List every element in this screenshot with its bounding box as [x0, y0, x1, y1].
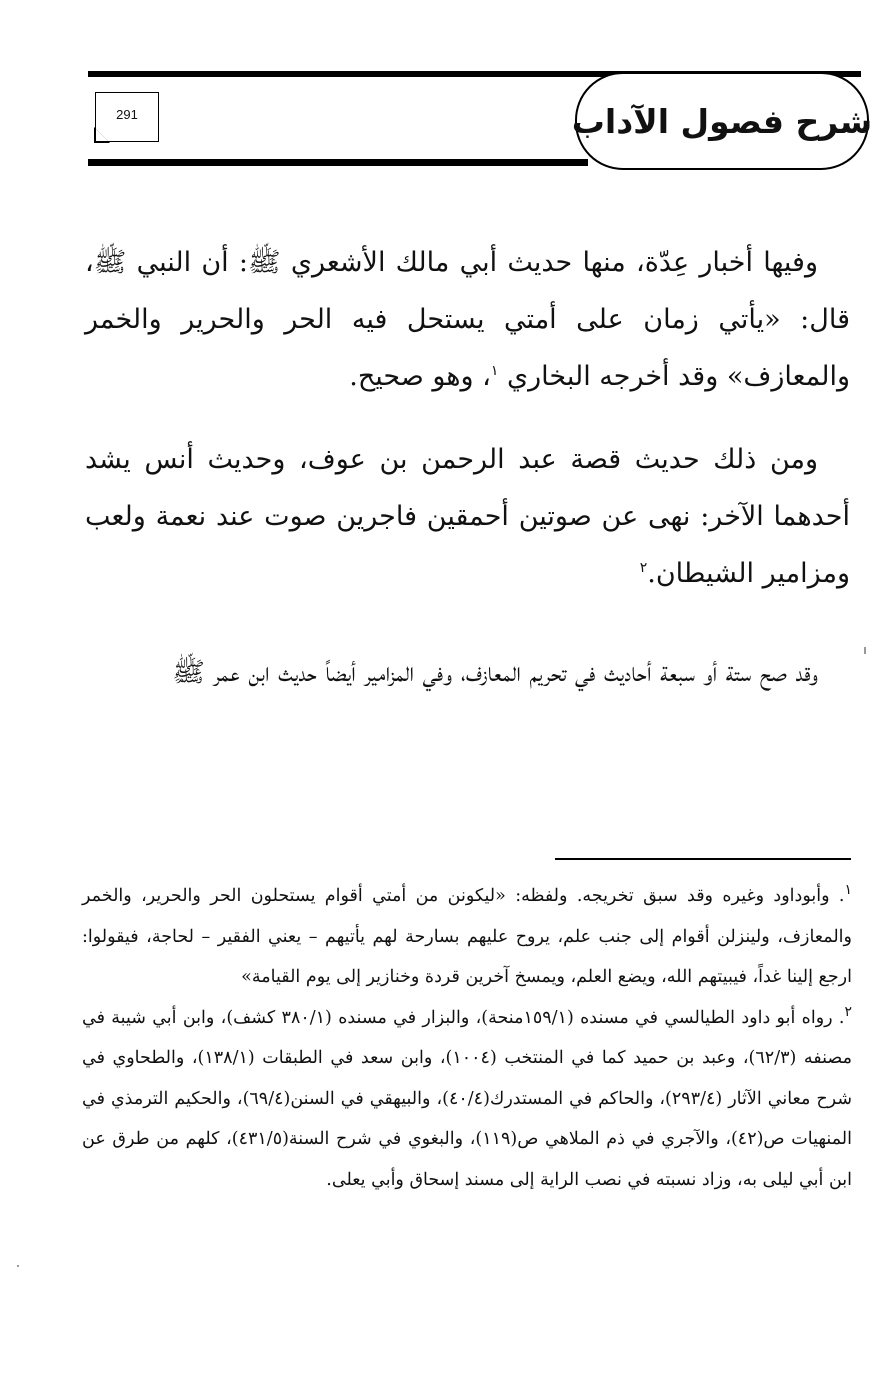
page-number-box — [95, 92, 159, 142]
paragraph-1-end: ، وهو صحيح. — [349, 361, 491, 392]
footnote-2-text: . رواه أبو داود الطيالسي في مسنده (١٥٩/١منحة)، والبزار في مسنده (٣٨٠/١ كشف)، وابن أبي شيبة في مصنفه (٦٢/٣)، وعبد بن حميد كما في المنتخب (١٠٠٤)، وابن سعد في الطبقات (١٣٨/١)، والطحاوي في شرح معاني الآثار (٢٩٣/٤)، والحاكم في المستدرك(٤٠/٤)، والبيهقي في السنن(٦٩/٤)، والحكيم الترمذي في المنهيات ص(٤٢)، والآجري في ذم الملاهي ص(١١٩)، والبغوي في شرح السنة(٤٣١/٥)، كلهم من طرق عن ابن أبي ليلى به، وزاد نسبته في نصب الراية إلى مسند إسحاق وأبي يعلى. — [82, 1007, 853, 1190]
header-rule-bottom — [88, 159, 588, 166]
book-title: شرح فصول الآداب — [571, 101, 873, 141]
footnote-ref-1: ١ — [490, 363, 499, 379]
footnote-ref-2: ٢ — [639, 560, 648, 576]
margin-speck — [17, 1265, 19, 1267]
footnotes — [82, 876, 852, 1200]
paragraph-3-text: وقد صح ستة أو سبعة أحاديث في تحريم المعازف، وفي المزامير أيضاً حديث ابن عمر ﷺ — [172, 657, 818, 688]
footnote-separator — [555, 858, 851, 860]
footnote-1 — [82, 876, 852, 998]
paragraph-1-text: وفيها أخبار عِدّة، منها حديث أبي مالك الأشعري ﷺ: أن النبي ﷺ، قال: «يأتي زمان على أمتي يستحل فيه الحر والحرير والخمر والمعازف» وقد أخرجه البخاري — [85, 247, 850, 392]
book-title-box — [571, 72, 873, 170]
paragraph-3 — [85, 644, 850, 701]
page-curl-inner — [96, 129, 108, 141]
footnote-1-mark: ١ — [844, 882, 852, 899]
paragraph-1 — [85, 234, 850, 405]
footnote-1-text: . وأبوداود وغيره وقد سبق تخريجه. ولفظه: «ليكونن من أمتي أقوام يستحلون الحر والحرير، والخمر والمعازف، ولينزلن أقوام إلى جنب علم، يروح عليهم بسارحة لهم يأتيهم – يعني الفقير – لحاجة، فيقولوا: ارجع إلينا غداً، فيبيتهم الله، ويضع العلم، ويمسخ آخرين قردة وخنازير إلى يوم القيامة» — [82, 886, 852, 987]
page-number: 291 — [116, 107, 138, 122]
footnote-2-mark: ٢ — [844, 1003, 853, 1020]
paragraph-2 — [85, 431, 850, 602]
margin-mark — [864, 647, 866, 654]
footnote-2 — [82, 998, 852, 1201]
paragraph-2-text: ومن ذلك حديث قصة عبد الرحمن بن عوف، وحديث أنس يشد أحدهما الآخر: نهى عن صوتين أحمقين فاجرين صوت عند نعمة ولعب ومزامير الشيطان. — [85, 444, 850, 589]
